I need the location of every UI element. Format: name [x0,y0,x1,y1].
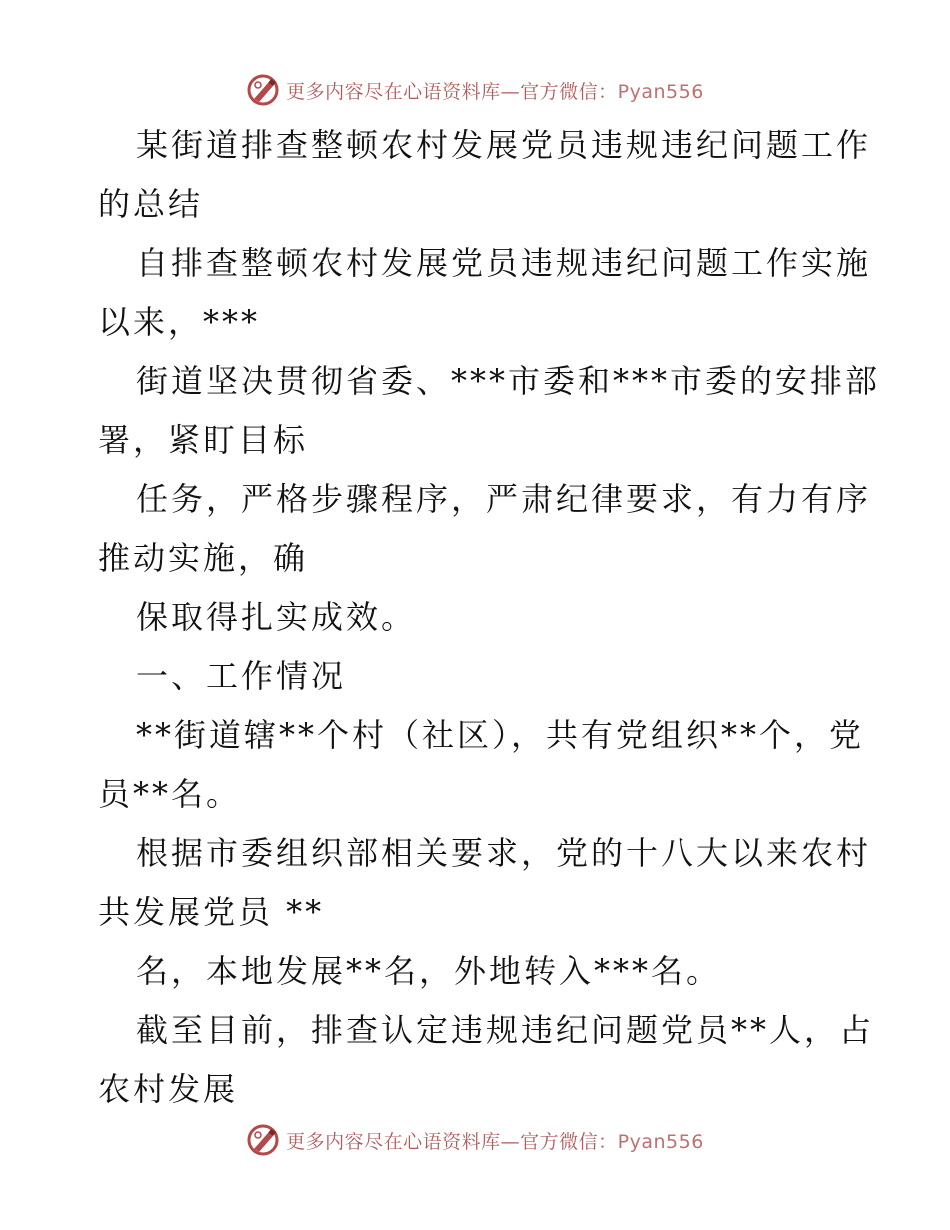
pen-logo-icon [246,73,280,107]
document-line: 任务，严格步骤程序，严肃纪律要求，有力有序 [136,480,872,518]
header-watermark-banner [0,70,950,110]
document-line: 街道坚决贯彻省委、***市委和***市委的安排部 [136,362,881,400]
document-line: 保取得扎实成效。 [136,598,417,636]
wechat-id: Pyan556 [617,80,704,103]
document-line: **街道辖**个村（社区），共有党组织**个，党 [136,716,865,754]
document-line: 名，本地发展**名，外地转入***名。 [136,952,722,990]
document-line: 根据市委组织部相关要求，党的十八大以来农村 [136,834,872,872]
watermark-text: 更多内容尽在心语资料库—官方微信：Pyan556 [286,1130,704,1153]
footer-watermark-banner [0,1120,950,1160]
document-line: 署，紧盯目标 [98,421,309,459]
document-line: 某街道排查整顿农村发展党员违规违纪问题工作 [136,126,872,164]
document-body [98,116,881,1119]
document-line: 农村发展 [98,1070,239,1108]
watermark-text: 更多内容尽在心语资料库—官方微信：Pyan556 [286,80,704,103]
document-line: 的总结 [98,185,204,223]
document-line: 自排查整顿农村发展党员违规违纪问题工作实施 [136,244,872,282]
document-line: 共发展党员 ** [98,893,325,931]
document-line: 以来，*** [98,303,261,341]
wechat-id: Pyan556 [617,1130,704,1153]
document-line: 员**名。 [98,775,242,813]
document-line: 一、工作情况 [136,657,347,695]
document-line: 截至目前，排查认定违规违纪问题党员**人，占 [136,1011,875,1049]
pen-logo-icon [246,1123,280,1157]
document-line: 推动实施，确 [98,539,309,577]
